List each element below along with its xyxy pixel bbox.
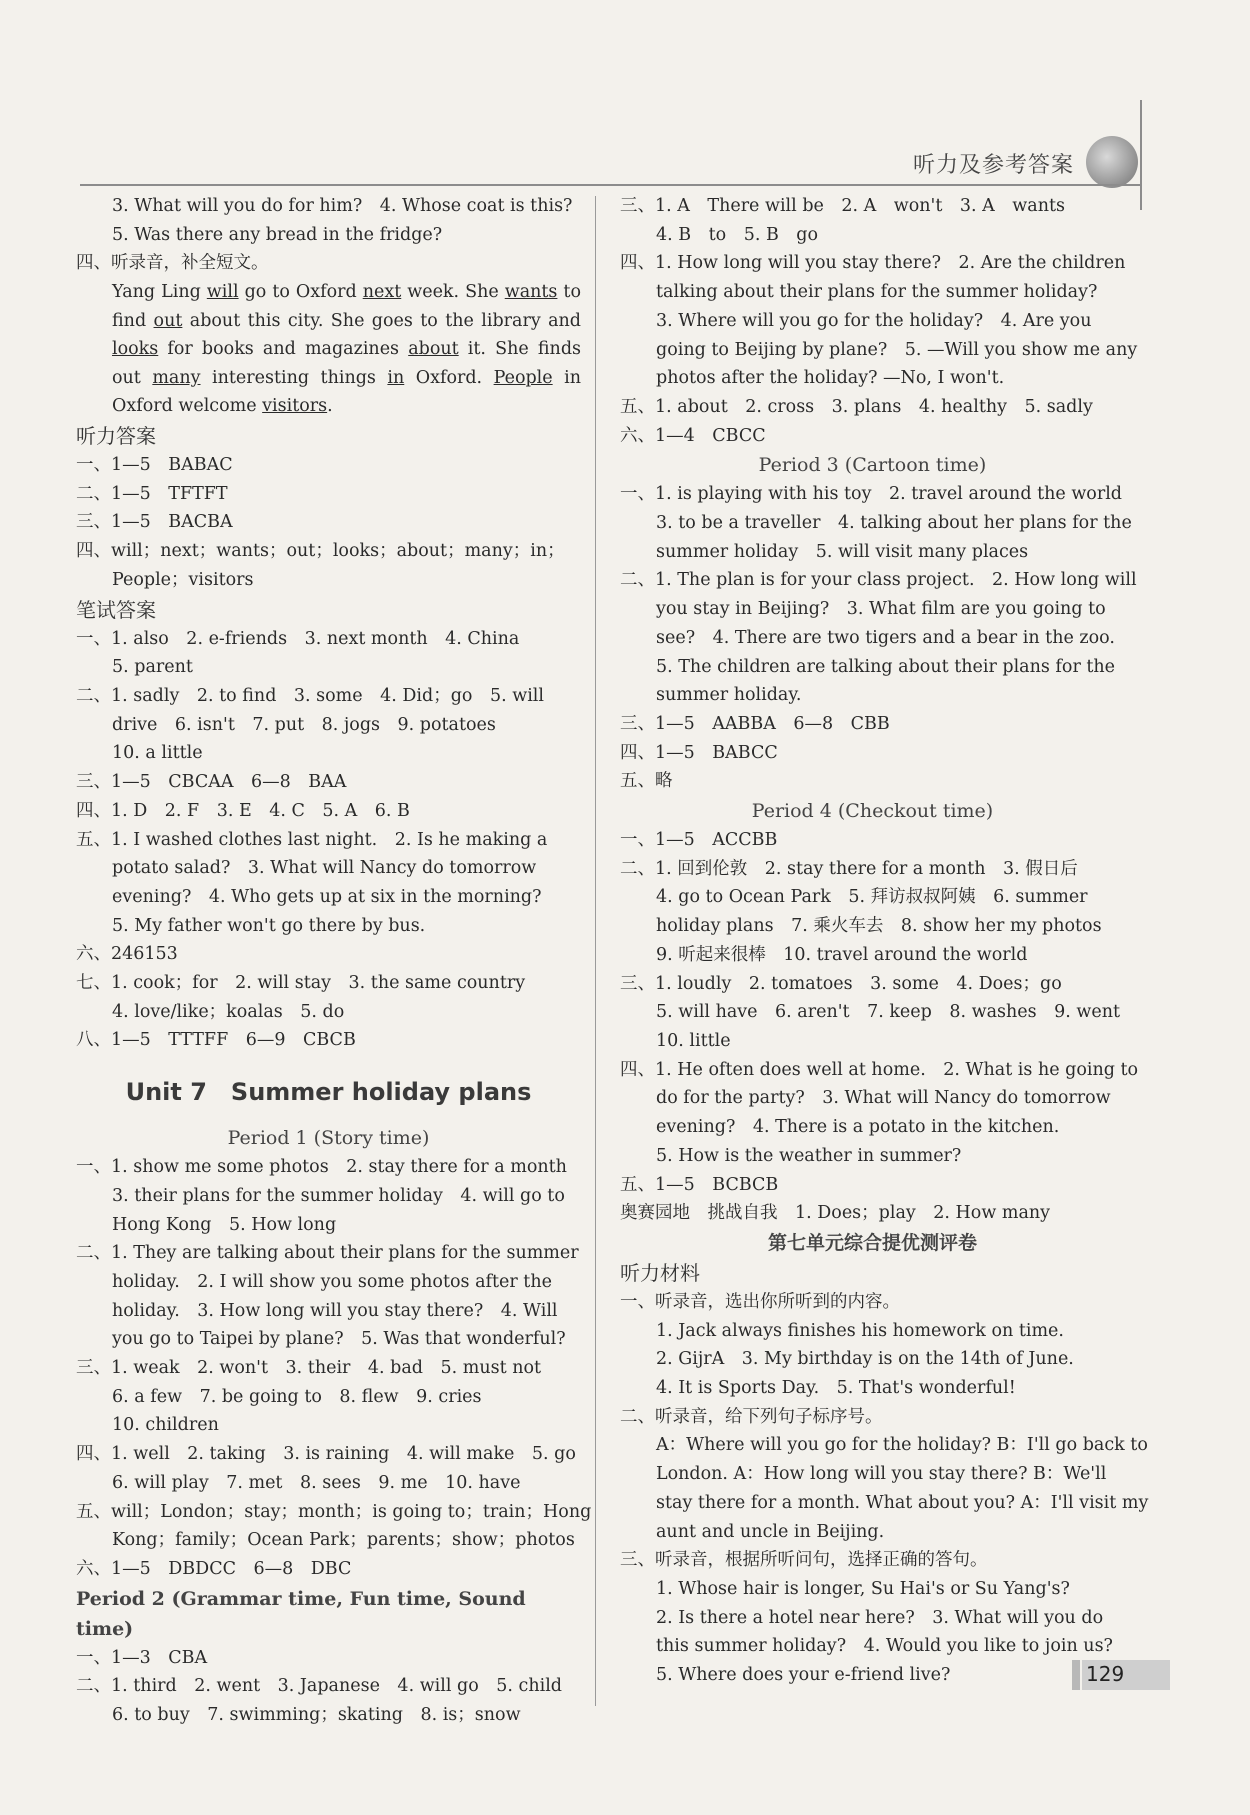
answer-line: evening? 4. Who gets up at six in the morning? [112,886,542,907]
material-line: 2. Is there a hotel near here? 3. What will you do [656,1607,1104,1628]
answer-line: holiday. 2. I will show you some photos after the [112,1271,552,1292]
section-instruction: 四、听录音，补全短文。 [76,253,269,274]
answer-line: 一、1. is playing with his toy 2. travel around the world [620,484,1122,505]
material-line: 二、听录音，给下列句子标序号。 [620,1406,883,1427]
answer-line: 四、1. D 2. F 3. E 4. C 5. A 6. B [76,800,410,821]
material-line: 一、听录音，选出你所听到的内容。 [620,1291,900,1312]
answer-line: 八、1—5 TTTFF 6—9 CBCB [76,1030,356,1051]
column-divider [595,196,596,1706]
material-line: London. A：How long will you stay there? B：We'll [656,1464,1107,1485]
answer-line: 3. Where will you go for the holiday? 4. Are you [656,310,1092,331]
answer-line: you go to Taipei by plane? 5. Was that wonderful? [112,1329,566,1350]
period-heading: Period 4 (Checkout time) [751,800,994,823]
answer-line: 一、1. also 2. e-friends 3. next month 4. China [76,628,520,649]
listening-answers-heading: 听力答案 [76,424,156,449]
answer-line: 一、1—3 CBA [76,1647,208,1668]
answer-line: 3. What will you do for him? 4. Whose coat is this? [112,196,573,216]
answer-line: evening? 4. There is a potato in the kitchen. [656,1117,1060,1138]
material-line: 2. GijrA 3. My birthday is on the 14th of June. [656,1349,1074,1370]
answer-line: 二、1—5 TFTFT [76,483,228,504]
answer-line: 5. Was there any bread in the fridge? [112,224,443,245]
answer-line: 六、246153 [76,944,178,965]
answer-line: 四、1—5 BABCC [620,742,778,763]
answer-line: 五、略 [620,771,673,792]
answer-line: Kong；family；Ocean Park；parents；show；photos [112,1530,575,1551]
material-line: aunt and uncle in Beijing. [656,1521,885,1542]
period-heading: Period 1 (Story time) [227,1127,430,1150]
answer-line: 二、1. third 2. went 3. Japanese 4. will go 5. child [76,1676,562,1697]
cloze-passage: Yang Ling will go to Oxford next week. She wants to find out about this city. She goes to the library and looks for books and magazines about it. She finds out many interesting things in Oxford. People in Oxford welcome visitors. [112,282,582,417]
answer-line: 四、1. well 2. taking 3. is raining 4. will make 5. go [76,1444,576,1465]
answer-line: holiday plans 7. 乘火车去 8. show her my photos [656,916,1102,937]
answer-line: holiday. 3. How long will you stay there? 4. Will [112,1300,558,1321]
answer-line: 5. parent [112,657,193,678]
material-line: this summer holiday? 4. Would you like to join us? [656,1636,1113,1657]
period-heading: Period 2 (Grammar time, Fun time, Sound time) [76,1587,526,1640]
answer-line: 5. will have 6. aren't 7. keep 8. washes 9. went [656,1002,1121,1023]
answer-line: 3. to be a traveller 4. talking about her plans for the [656,513,1132,534]
answer-line: 三、1—5 BACBA [76,512,233,533]
answer-line: 5. My father won't go there by bus. [112,915,426,936]
answer-line: 一、1—5 ACCBB [620,830,778,851]
listening-material-heading: 听力材料 [620,1260,700,1285]
answer-line: talking about their plans for the summer holiday? [656,282,1098,303]
unit-title: Unit 7 Summer holiday plans [125,1078,532,1107]
test-title: 第七单元综合提优测评卷 [767,1231,977,1254]
answer-line: 一、1—5 BABAC [76,455,233,476]
written-answers-heading: 笔试答案 [76,597,156,622]
answer-line: 四、1. How long will you stay there? 2. Are the children [620,253,1126,274]
answer-line: 三、1—5 CBCAA 6—8 BAA [76,772,347,793]
answer-line: potato salad? 3. What will Nancy do tomorrow [112,858,537,879]
right-column [620,192,1149,1690]
answer-line: 奥赛园地 挑战自我 1. Does；play 2. How many [620,1203,1051,1224]
material-line: stay there for a month. What about you? A：I'll visit my [656,1492,1149,1513]
answer-line: 二、1. They are talking about their plans for the summer [76,1243,579,1264]
answer-line: 5. The children are talking about their plans for the [656,656,1116,677]
answer-line: photos after the holiday? —No, I won't. [656,368,1005,389]
left-column [76,192,592,1730]
answer-line: see? 4. There are two tigers and a bear in the zoo. [656,627,1115,648]
answer-line: 四、1. He often does well at home. 2. What is he going to [620,1059,1139,1080]
publisher-logo-icon [1086,136,1138,188]
answer-line: 一、1. show me some photos 2. stay there for a month [76,1157,567,1178]
answer-line: Hong Kong 5. How long [112,1214,337,1235]
answer-line: 三、1. weak 2. won't 3. their 4. bad 5. must not [76,1358,542,1379]
page-number-bar [1072,1660,1080,1690]
material-line: 三、听录音，根据所听问句，选择正确的答句。 [620,1550,988,1571]
page-number: 129 [1086,1662,1125,1686]
material-line: A：Where will you go for the holiday? B：I'll go back to [656,1435,1148,1456]
answer-line: summer holiday 5. will visit many places [656,541,1029,562]
answer-line: 4. love/like；koalas 5. do [112,1001,345,1022]
answer-line: 6. will play 7. met 8. sees 9. me 10. have [112,1472,521,1493]
answer-line: 六、1—4 CBCC [620,425,766,446]
answer-line: 五、1. I washed clothes last night. 2. Is he making a [76,829,548,850]
answer-line: 5. How is the weather in summer? [656,1145,962,1166]
answer-line: 五、will；London；stay；month；is going to；train；Hong [76,1501,592,1522]
material-line: 1. Jack always finishes his homework on time. [656,1320,1064,1341]
period-heading: Period 3 (Cartoon time) [758,454,987,477]
answer-line: 三、1. A There will be 2. A won't 3. A wants [620,196,1065,216]
answer-line: do for the party? 3. What will Nancy do tomorrow [656,1088,1111,1109]
answer-line: 五、1. about 2. cross 3. plans 4. healthy 5. sadly [620,396,1093,417]
answer-line: 二、1. The plan is for your class project. 2. How long will [620,570,1137,591]
answer-line: 3. their plans for the summer holiday 4. will go to [112,1185,565,1206]
answer-line: 4. B to 5. B go [656,224,819,245]
answer-line: 三、1—5 AABBA 6—8 CBB [620,713,890,734]
answer-line: 4. go to Ocean Park 5. 拜访叔叔阿姨 6. summer [656,887,1088,908]
answer-line: 10. children [112,1415,219,1436]
answer-line: 10. a little [112,743,203,764]
answer-line: 四、will；next；wants；out；looks；about；many；in； [76,541,565,562]
answer-line: 10. little [656,1030,731,1051]
header-title: 听力及参考答案 [912,153,1074,178]
header-rule [80,184,1140,186]
answer-line: 二、1. sadly 2. to find 3. some 4. Did；go 5. will [76,686,544,706]
answer-line: you stay in Beijing? 3. What film are you going to [656,599,1106,620]
material-line: 5. Where does your e-friend live? [656,1665,951,1686]
answer-line: going to Beijing by plane? 5. —Will you show me any [656,339,1138,360]
material-line: 4. It is Sports Day. 5. That's wonderful! [656,1378,1016,1399]
answer-line: People；visitors [112,569,254,590]
answer-line: 二、1. 回到伦敦 2. stay there for a month 3. 假日后 [620,858,1078,879]
answer-line: 9. 听起来很棒 10. travel around the world [656,944,1028,965]
answer-line: 6. to buy 7. swimming；skating 8. is；snow [112,1705,521,1726]
answer-line: 三、1. loudly 2. tomatoes 3. some 4. Does；go [620,973,1062,994]
answer-line: 五、1—5 BCBCB [620,1174,779,1195]
page-number-tab [1082,1660,1170,1690]
answer-line: 七、1. cook；for 2. will stay 3. the same country [76,973,526,994]
answer-line: summer holiday. [656,685,802,706]
answer-line: drive 6. isn't 7. put 8. jogs 9. potatoes [112,714,496,735]
answer-line: 六、1—5 DBDCC 6—8 DBC [76,1558,352,1579]
header-divider-vertical [1140,100,1142,210]
material-line: 1. Whose hair is longer, Su Hai's or Su Yang's? [656,1578,1070,1599]
answer-line: 6. a few 7. be going to 8. flew 9. cries [112,1386,482,1407]
